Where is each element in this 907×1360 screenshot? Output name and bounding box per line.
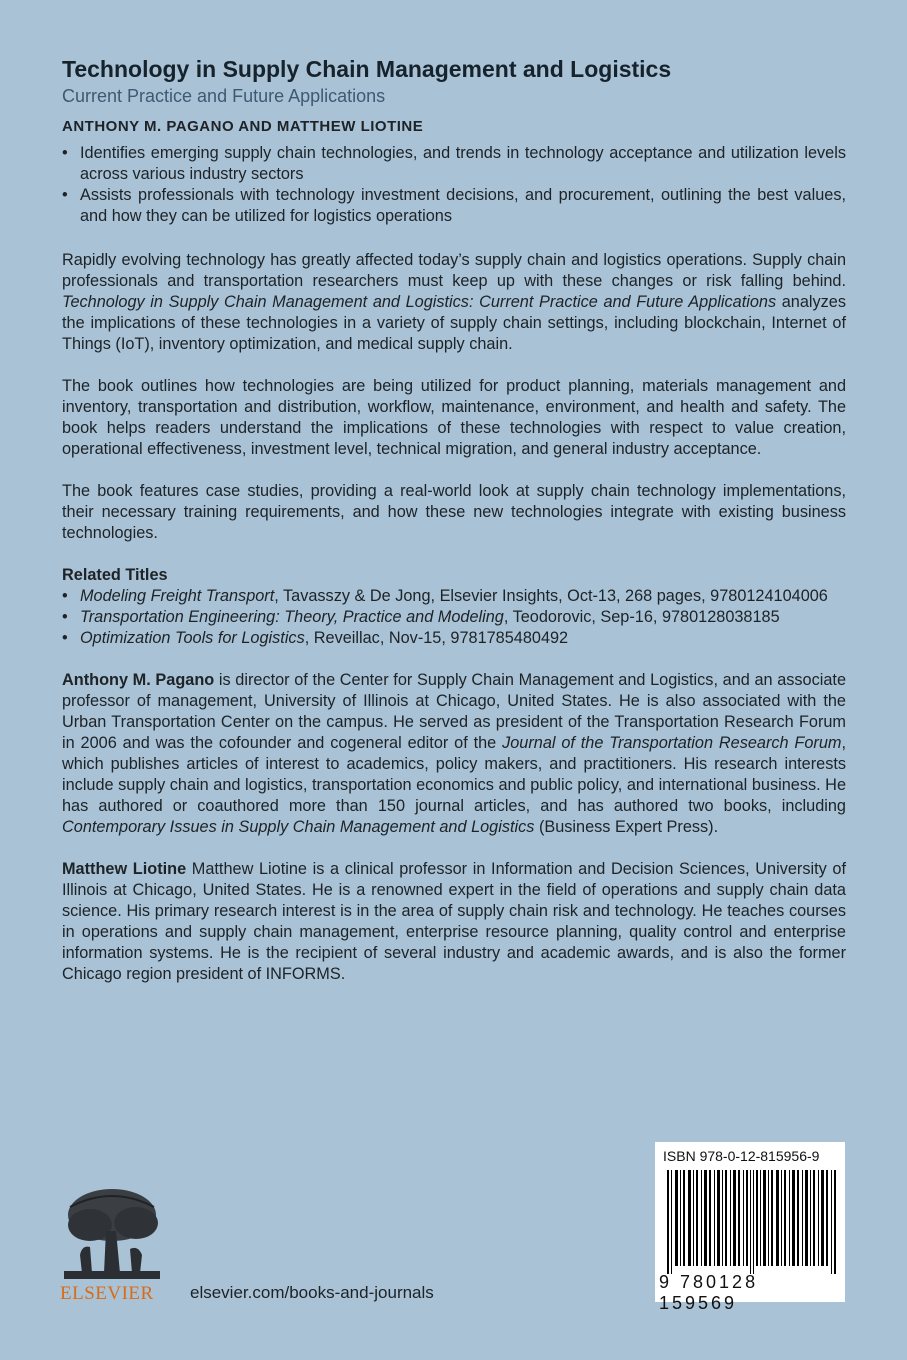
author-bio-pagano: Anthony M. Pagano is director of the Center for Supply Chain Management and Logistics, and an associate professor of management, University of Illinois at Chicago, United States. He is also associated with the Urban Transportation Center on the campus. He served as president of the Transportation Research Forum in 2006 and was the cofounder and cogeneral editor of the Journal of the Transportation Research Forum, which publishes articles of interest to academics, policy makers, and practitioners. His research interests include supply chain and logistics, transportation economics and public policy, and international business. He has authored or coauthored more than 150 journal articles, and has authored two books, including Contemporary Issues in Supply Chain Management and Logistics (Business Expert Press). xyxy=(62,671,847,836)
barcode-icon xyxy=(667,1170,837,1274)
book-subtitle: Current Practice and Future Applications xyxy=(62,86,386,106)
description-paragraph-1: Rapidly evolving technology has greatly affected today’s supply chain and logistics operations. Supply chain professionals and transportation researchers must keep up with these changes or risk falling behind. Technology in Supply Chain Management and Logistics: Current Practice and Future Applications analyzes the implications of these technologies in a variety of supply chain settings, including blockchain, Internet of Things (IoT), inventory optimization, and medical supply chain. xyxy=(62,251,846,353)
related-titles-heading: Related Titles xyxy=(62,566,168,584)
feature-bullets xyxy=(62,143,846,227)
related-title-item: • Optimization Tools for Logistics, Reveillac, Nov-15, 9781785480492 xyxy=(62,628,846,649)
elsevier-logo xyxy=(60,1185,164,1303)
isbn-number: ISBN 978-0-12-815956-9 xyxy=(663,1148,820,1164)
related-title-item: • Modeling Freight Transport, Tavasszy & De Jong, Elsevier Insights, Oct-13, 268 pages, 9780124104006 xyxy=(62,586,846,607)
feature-bullet: • Assists professionals with technology investment decisions, and procurement, outlining the best values, and how they can be utilized for logistics operations xyxy=(62,185,846,227)
publisher-url[interactable]: elsevier.com/books-and-journals xyxy=(190,1283,434,1302)
description-paragraph-3: The book features case studies, providing a real-world look at supply chain technology implementations, their necessary training requirements, and how these new technologies integrate with existing business technologies. xyxy=(62,482,846,542)
isbn-barcode xyxy=(655,1142,845,1313)
back-cover-text xyxy=(62,54,846,985)
barcode-digits: 9 780128 159569 xyxy=(659,1272,759,1313)
description-paragraph-2: The book outlines how technologies are being utilized for product planning, materials management and inventory, transportation and distribution, workflow, maintenance, environment, and health and safety. The book helps readers understand the implications of these technologies with respect to value creation, operational effectiveness, investment level, technical migration, and general industry acceptance. xyxy=(62,377,846,458)
publisher-name: ELSEVIER xyxy=(60,1283,154,1304)
authors-line: ANTHONY M. PAGANO AND MATTHEW LIOTINE xyxy=(62,118,424,135)
author-bio-liotine: Matthew Liotine Matthew Liotine is a clinical professor in Information and Decision Sciences, University of Illinois at Chicago, United States. He is a renowned expert in the field of operations and supply chain data science. His primary research interest is in the area of supply chain risk and technology. He teaches courses in operations and supply chain management, enterprise resource planning, quality control and enterprise information systems. He is the recipient of several industry and academic awards, and is also the former Chicago region president of INFORMS. xyxy=(62,860,846,983)
related-title-item: • Transportation Engineering: Theory, Practice and Modeling, Teodorovic, Sep-16, 9780128038185 xyxy=(62,607,846,628)
book-title: Technology in Supply Chain Management and Logistics xyxy=(62,56,672,82)
related-titles-list xyxy=(62,586,846,649)
elsevier-tree-icon xyxy=(60,1185,164,1283)
feature-bullet: • Identifies emerging supply chain technologies, and trends in technology acceptance and utilization levels across various industry sectors xyxy=(62,143,846,185)
